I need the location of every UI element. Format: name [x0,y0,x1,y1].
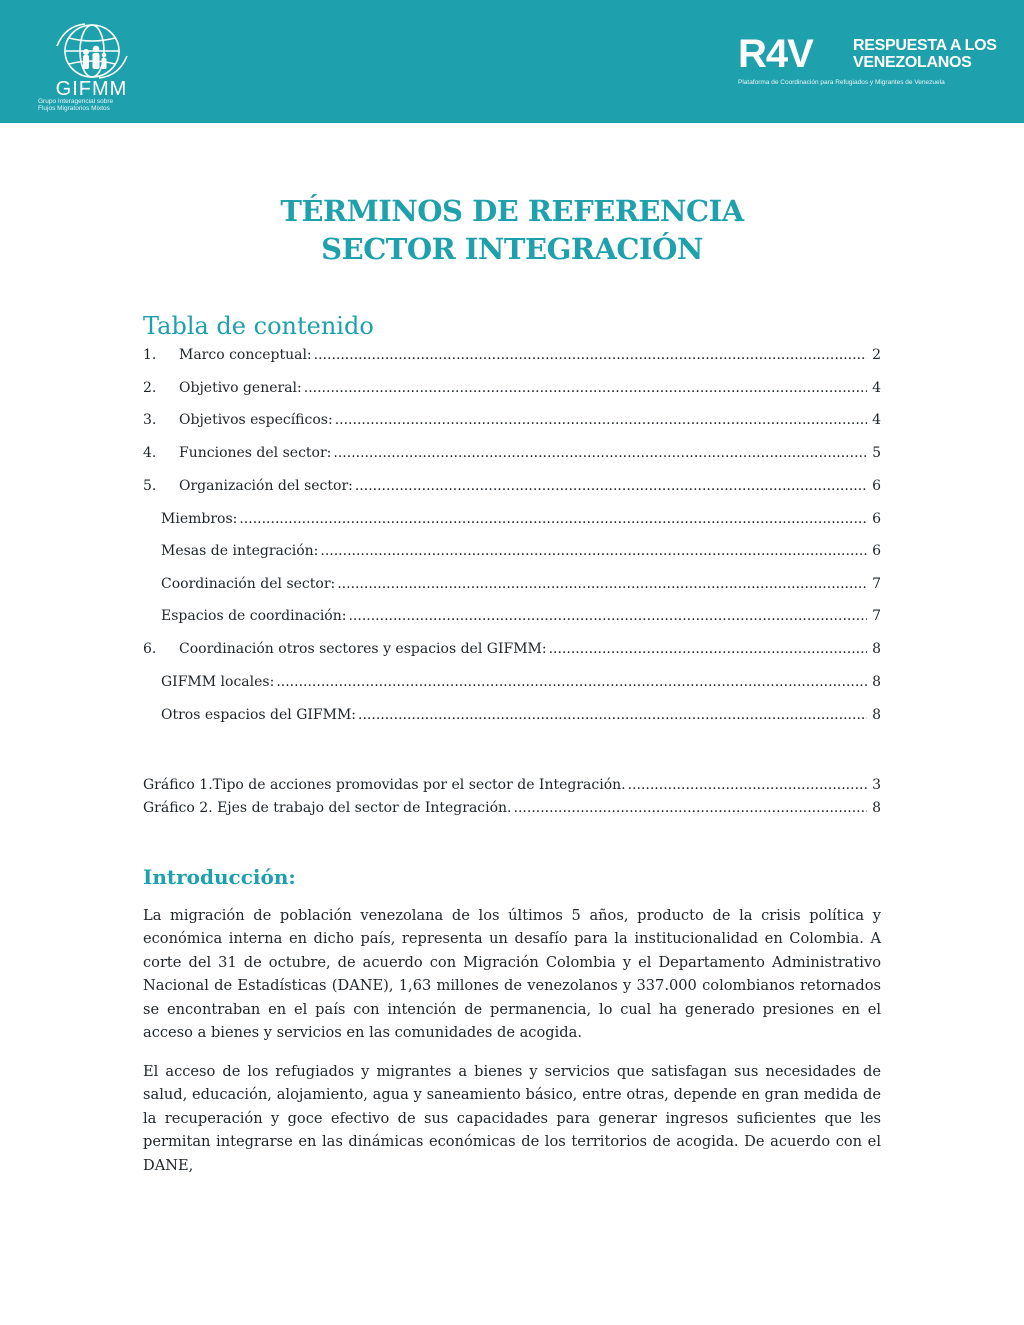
globe-people-icon [55,22,129,80]
toc-entry[interactable] [143,344,881,366]
intro-paragraph-2: El acceso de los refugiados y migrantes a bienes y servicios que satisfagan sus necesidades de salud, educación, alojamiento, agua y saneamiento básico, entre otras, depende en gran medida de la recuperación y goce efectivo de sus capacidades para generar ingresos suficientes que les permitan integrarse en las dinámicas económicas de los territorios de acogida. De acuerdo con el DANE, [143,1063,881,1174]
toc-figure-label: Gráfico 1.Tipo de acciones promovidas por el sector de Integración. [143,777,626,793]
intro-heading: Introducción: [143,865,296,889]
toc-entry-page: 8 [872,674,881,690]
toc-entry-page: 6 [872,478,881,494]
toc-leader-dots [348,605,867,627]
document-title [0,192,1024,268]
toc-leader-dots [333,442,867,464]
intro-paragraph-1: La migración de población venezolana de los últimos 5 años, producto de la crisis política y económica interna en dicho país, representa un desafío para la institucionalidad en Colombia. A corte del 31 de octubre, de acuerdo con Migración Colombia y el Departamento Administrativo Nacional de Estadísticas (DANE), 1,63 millones de venezolanos y 337.000 colombianos retornados se encontraban en el país con intención de permanencia, lo cual ha generado presiones en el acceso a bienes y servicios en las comunidades de acogida. [143,907,881,1042]
toc-entry[interactable] [143,377,881,399]
gifmm-subtitle-line2: Flujos Migratorios Mixtos [38,105,110,112]
r4v-title-line1: RESPUESTA A LOS [853,37,997,54]
toc-figure-page: 3 [872,777,881,793]
toc-subentry[interactable] [143,540,881,562]
toc-entry-number: 2. [143,380,157,396]
toc-entry[interactable] [143,442,881,464]
r4v-title [853,37,997,71]
toc-figure-label: Gráfico 2. Ejes de trabajo del sector de Integración. [143,800,512,816]
toc-subentry[interactable] [143,508,881,530]
toc-entry-label: Objetivo general: [179,380,302,396]
toc-entry-page: 2 [872,347,881,363]
toc-entry-label: Funciones del sector: [179,445,332,461]
r4v-tagline: Plataforma de Coordinación para Refugiados y Migrantes de Venezuela [738,79,945,86]
gifmm-logo [34,22,149,120]
toc-entry[interactable] [143,638,881,660]
toc-entry-label: Otros espacios del GIFMM: [161,707,357,723]
toc-leader-dots [337,573,867,595]
toc-entry-page: 6 [872,543,881,559]
toc-entry-page: 7 [872,608,881,624]
toc-entry-label: Objetivos específicos: [179,412,333,428]
toc-leader-dots [314,344,867,366]
toc-leader-dots [276,671,867,693]
toc-subentry[interactable] [143,704,881,726]
toc-leader-dots [320,540,867,562]
toc-leader-dots [628,774,867,796]
toc-figure-entry[interactable] [143,774,881,796]
toc-entry-label: Coordinación del sector: [161,576,336,592]
toc-entry[interactable] [143,475,881,497]
toc-leader-dots [549,638,867,660]
toc-entry-number: 6. [143,641,157,657]
toc-entry-label: Espacios de coordinación: [161,608,347,624]
toc-entry[interactable] [143,409,881,431]
document-title-line2: SECTOR INTEGRACIÓN [321,232,703,266]
toc-entry-label: Marco conceptual: [179,347,312,363]
toc-heading: Tabla de contenido [143,312,374,340]
toc-entry-page: 8 [872,707,881,723]
r4v-mark: R4V [738,32,813,76]
toc-figure-entry[interactable] [143,797,881,819]
toc-leader-dots [514,797,867,819]
gifmm-wordmark: GIFMM [55,78,128,100]
toc-entry-label: GIFMM locales: [161,674,275,690]
toc-figure-page: 8 [872,800,881,816]
toc-entry-label: Coordinación otros sectores y espacios del GIFMM: [179,641,547,657]
toc-entry-label: Mesas de integración: [161,543,319,559]
toc-entry-label: Miembros: [161,511,238,527]
toc-entry-page: 7 [872,576,881,592]
document-title-line1: TÉRMINOS DE REFERENCIA [280,194,744,228]
toc-entry-page: 6 [872,511,881,527]
page-header [0,0,1024,123]
toc-entry-page: 4 [872,380,881,396]
toc-entry-page: 4 [872,412,881,428]
toc-leader-dots [239,508,867,530]
r4v-logo [738,34,998,94]
toc-entry-number: 1. [143,347,157,363]
toc-entry-page: 8 [872,641,881,657]
toc-subentry[interactable] [143,671,881,693]
gifmm-subtitle-line1: Grupo Interagencial sobre [38,98,114,105]
r4v-title-line2: VENEZOLANOS [853,54,972,71]
toc-subentry[interactable] [143,605,881,627]
toc-entry-number: 4. [143,445,157,461]
toc-entry-label: Organización del sector: [179,478,353,494]
toc-leader-dots [358,704,867,726]
toc-subentry[interactable] [143,573,881,595]
toc-leader-dots [335,409,867,431]
toc-entry-number: 3. [143,412,157,428]
toc-entry-number: 5. [143,478,157,494]
toc-leader-dots [355,475,867,497]
toc-leader-dots [304,377,867,399]
toc-entry-page: 5 [872,445,881,461]
